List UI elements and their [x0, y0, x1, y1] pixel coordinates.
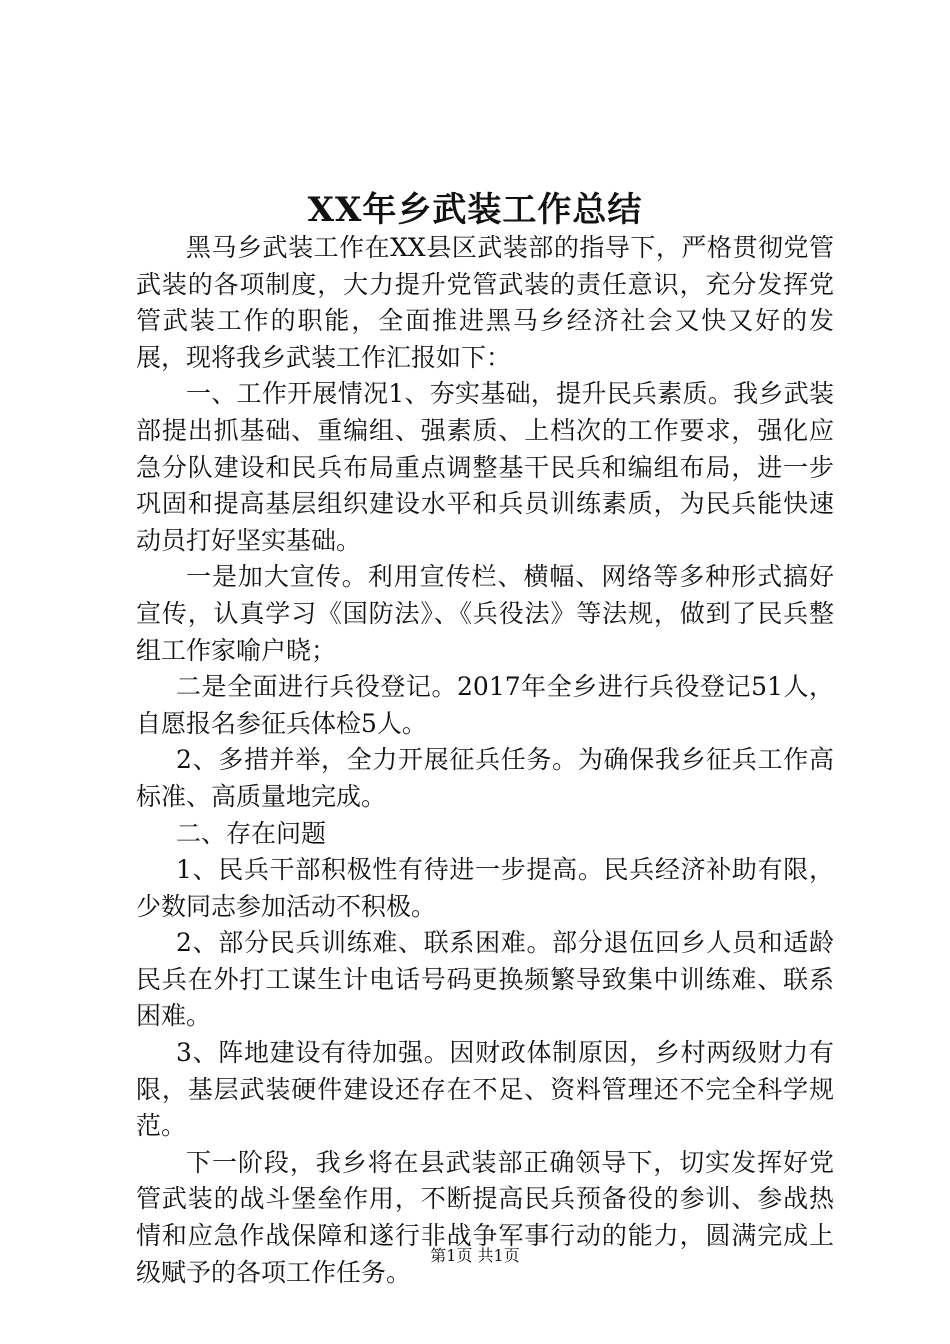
paragraph-problem-1: 1、民兵干部积极性有待进一步提高。民兵经济补助有限，少数同志参加活动不积极。	[136, 855, 834, 921]
paragraph-next-stage: 下一阶段，我乡将在县武装部正确领导下，切实发挥好党管武装的战斗堡垒作用，不断提高民兵预备役的参训、参战热情和应急作战保障和遂行非战争军事行动的能力，圆满完成上级赋予的各项工作任务。	[136, 1147, 834, 1287]
paragraph-intro: 黑马乡武装工作在XX县区武装部的指导下，严格贯彻党管武装的各项制度，大力提升党管武装的责任意识，充分发挥党管武装工作的职能，全面推进黑马乡经济社会又快又好的发展，现将我乡武装工作汇报如下：	[136, 233, 834, 372]
paragraph-work-status: 一、工作开展情况1、夯实基础，提升民兵素质。我乡武装部提出抓基础、重编组、强素质、上档次的工作要求，强化应急分队建设和民兵布局重点调整基干民兵和编组布局，进一步巩固和提高基层组织建设水平和兵员训练素质，为民兵能快速动员打好坚实基础。	[136, 379, 834, 555]
paragraph-registration: 二是全面进行兵役登记。2017年全乡进行兵役登记51人，自愿报名参征兵体检5人。	[136, 672, 834, 738]
paragraph-conscription: 2、多措并举，全力开展征兵任务。为确保我乡征兵工作高标准、高质量地完成。	[136, 745, 834, 811]
document-body	[136, 230, 834, 1291]
page-footer: 第1页 共1页	[430, 1246, 520, 1265]
paragraph-problem-3: 3、阵地建设有待加强。因财政体制原因，乡村两级财力有限，基层武装硬件建设还存在不足、资料管理还不完全科学规范。	[136, 1038, 834, 1141]
paragraph-problems-heading: 二、存在问题	[176, 818, 327, 848]
document-title: XX年乡武装工作总结	[307, 190, 643, 230]
paragraph-problem-2: 2、部分民兵训练难、联系困难。部分退伍回乡人员和适龄民兵在外打工谋生计电话号码更换频繁导致集中训练难、联系困难。	[136, 928, 834, 1031]
paragraph-publicity: 一是加大宣传。利用宣传栏、横幅、网络等多种形式搞好宣传，认真学习《国防法》、《兵役法》等法规，做到了民兵整组工作家喻户晓；	[136, 562, 834, 665]
